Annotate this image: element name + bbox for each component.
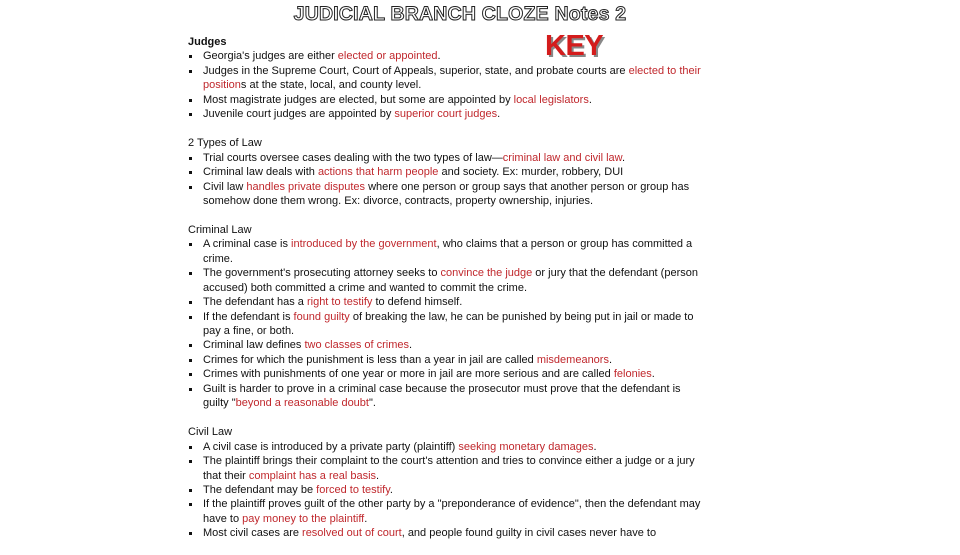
answer-text: elected or appointed [337,50,438,63]
note-text: to defend himself. [372,296,463,309]
list-item [188,64,703,93]
note-text: Most magistrate judges are elected, but some are appointed by [203,93,514,106]
answer-text: forced to testify [316,484,390,496]
note-text: s at the state, local, and county level. [240,79,422,92]
note-text: , and people found guilty in civil cases never have to [401,527,657,540]
key-label: KEY [545,30,604,62]
note-text: of breaking the law, he can be punished by being put in jail or made to pay a fine, or both. [203,310,694,338]
note-text: where one person or group says that another person or group has somehow done them wrong. Ex: divorce, contracts, property ownership, injuries. [203,180,690,207]
list-item [188,483,703,497]
note-text: . [588,93,592,106]
list-item [188,107,703,121]
note-text: If the defendant is [203,310,294,323]
note-text: , who claims that a person or group has committed a crime. [203,238,693,265]
section-2-types-of-law [188,136,703,208]
note-text: The plaintiff brings their complaint to the court's attention and tries to convince either a judge or a jury that their [203,455,695,482]
answer-text: criminal law and civil law [502,151,623,164]
section-judges [188,35,703,122]
note-text: If the plaintiff proves guilt of the other party by a "preponderance of evidence", then the defendant may have to [203,498,701,525]
note-text: Trial courts oversee cases dealing with the two types of law— [203,151,503,164]
note-text: A civil case is introduced by a private party (plaintiff) [203,440,459,453]
note-text: The defendant has a [203,296,307,309]
note-text: . [389,484,393,496]
list-item [188,353,703,367]
note-text: . [376,469,380,482]
note-text: Civil law [203,180,247,193]
answer-text: pay money to the plaintiff [242,512,365,525]
bullet-list [188,49,703,121]
answer-text: local legislators [513,93,589,106]
section-heading: Criminal Law [188,223,252,236]
note-text: . [593,440,597,453]
note-text: Juvenile court judges are appointed by [203,108,395,121]
note-text: Guilt is harder to prove in a criminal case because the prosecutor must prove that the defendant is guilty " [203,382,681,410]
list-item [188,49,703,63]
note-text: Crimes with punishments of one year or more in jail are more serious and are called [203,368,614,381]
note-text: . [437,50,441,63]
answer-text: introduced by the government [291,238,437,251]
list-item [188,310,703,339]
answer-text: found guilty [293,310,350,323]
answer-text: beyond a reasonable doubt [235,397,369,410]
note-text: A criminal case is [203,238,292,251]
note-text: Most civil cases are [203,527,303,540]
list-item [188,165,703,179]
list-item [188,93,703,107]
list-item [188,295,703,309]
answer-text: superior court judges [394,108,498,121]
notes-body [188,35,703,555]
note-text: Georgia's judges are either [203,50,338,63]
section-criminal-law [188,223,703,411]
note-text: Crimes for which the punishment is less than a year in jail are called [203,353,537,366]
list-item [188,497,703,526]
note-text: Criminal law defines [203,339,305,352]
answer-text: elected to their position [203,64,701,92]
answer-text: misdemeanors [536,353,609,366]
list-item [188,382,703,411]
list-item [188,338,703,352]
answer-text: two classes of crimes [304,339,410,352]
answer-text: right to testify [306,296,373,309]
note-text: and society. Ex: murder, robbery, DUI [438,166,624,179]
note-text: . [364,512,368,525]
answer-text: felonies [613,368,652,381]
list-item [188,237,703,266]
note-text: . [622,151,626,164]
note-text: . [409,339,413,352]
answer-text: handles private disputes [246,180,366,193]
section-civil-law [188,425,703,541]
bullet-list [188,237,703,410]
page-title: JUDICIAL BRANCH CLOZE Notes 2 [293,3,627,25]
bullet-list [188,440,703,541]
note-text: The defendant may be [203,484,317,496]
note-text: . [608,353,613,366]
list-item [188,440,703,454]
note-text: . [651,368,655,381]
list-item [188,454,703,483]
bullet-list [188,151,703,209]
answer-text: actions that harm people [317,166,439,179]
list-item [188,367,703,381]
answer-text: convince the judge [440,267,533,280]
note-text: or jury that the defendant (person accused) both committed a crime and wanted to commit the crime. [203,267,698,294]
answer-text: resolved out of court [302,527,402,540]
section-heading: Civil Law [188,426,233,439]
answer-text: seeking monetary damages [458,440,594,453]
note-text: . [497,108,501,121]
note-text: Judges in the Supreme Court, Court of Appeals, superior, state, and probate courts are [203,64,629,77]
list-item [188,151,703,165]
section-heading: Judges [188,36,227,48]
list-item [188,180,703,209]
list-item [188,526,703,540]
section-heading: 2 Types of Law [188,137,262,150]
list-item [188,266,703,295]
answer-text: complaint has a real basis [248,469,377,482]
note-text: The government's prosecuting attorney seeks to [203,267,441,280]
note-text: ". [368,397,376,410]
note-text: Criminal law deals with [203,166,318,179]
